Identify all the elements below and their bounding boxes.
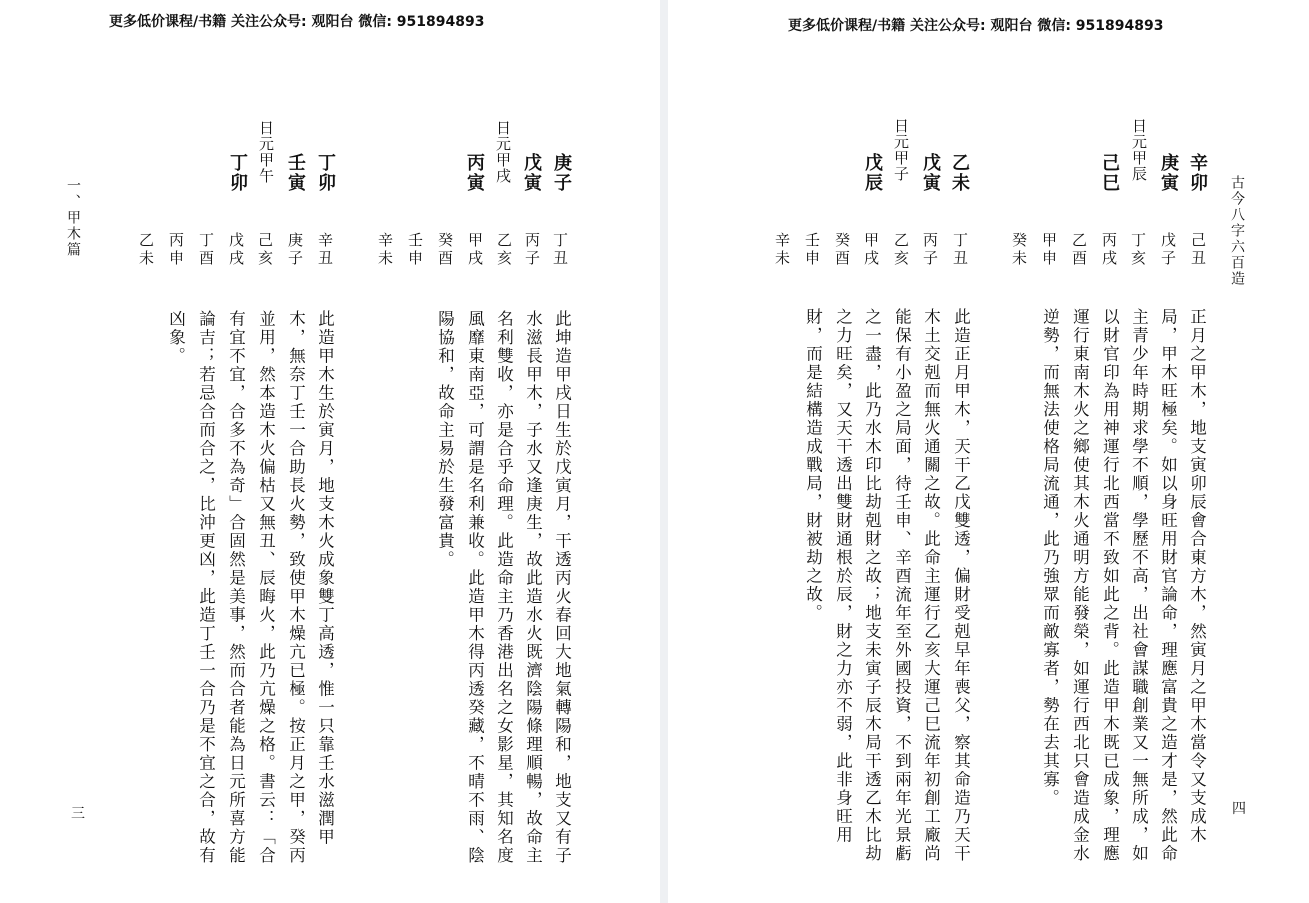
paragraph-line: 木土交剋而無火通關之故。此命主運行乙亥大運己巳流年初創工廠尚: [921, 308, 941, 863]
paragraph-line: 論吉；若忌合而合之，比沖更凶，此造丁壬一合乃是不宜之合，故有: [196, 310, 216, 865]
luck-pillar: 己亥: [256, 232, 274, 268]
banner-left: 更多低价课程/书籍 关注公众号: 观阳台 微信: 951894893: [109, 14, 485, 30]
paragraph-line: 逆勢，而無法使格局流通，此乃強眾而敵寡者，勢在去其寡。: [1040, 308, 1060, 808]
luck-pillar: 乙亥: [495, 232, 513, 268]
paragraph-line: 凶象。: [166, 310, 186, 366]
paragraph-line: 正月之甲木，地支寅卯辰會合東方木，然寅月之甲木當令又支成木: [1187, 308, 1207, 845]
banner-right: 更多低价课程/书籍 关注公众号: 观阳台 微信: 951894893: [788, 18, 1164, 34]
luck-pillar: 乙酉: [1070, 232, 1088, 268]
luck-pillar: 癸酉: [833, 232, 851, 268]
page-number-left: 三: [71, 806, 85, 822]
paragraph-line: 以財官印為用神運行北西當不致如此之背。此造甲木既已成象，理應: [1100, 308, 1120, 863]
paragraph-line: 主青少年時期求學不順，學歷不高，出社會謀職創業又一無所成，如: [1129, 308, 1149, 863]
day-master: 日元甲子: [892, 118, 910, 182]
paragraph-line: 木，無奈丁壬一合助長火勢，致使甲木燥亢已極。按正月之甲，癸丙: [286, 310, 306, 865]
luck-pillar: 壬申: [406, 232, 424, 268]
pillar-year: 庚子: [551, 153, 572, 193]
section-title: 一、甲木篇: [65, 178, 81, 258]
book-title: 古今八字六百造: [1229, 175, 1245, 287]
pillar-year: 乙未: [949, 153, 970, 193]
paragraph-line: 局，甲木旺極矣。如以身旺用財官論命，理應富貴之造才是，然此命: [1158, 308, 1178, 863]
luck-pillar: 甲戌: [862, 232, 880, 268]
paragraph-line: 名利雙收，亦是合乎命理。此造命主乃香港出名之女影星，其知名度: [494, 310, 514, 865]
pillar-hour: 丙寅: [464, 153, 485, 193]
paragraph-line: 之一盡，此乃水木印比劫剋財之故；地支未寅子辰木局干透乙木比劫: [862, 308, 882, 863]
luck-pillar: 丙子: [921, 232, 939, 268]
luck-pillar: 丁亥: [1129, 232, 1147, 268]
paragraph-line: 此造甲木生於寅月，地支木火成象雙丁高透，惟一只靠壬水滋潤甲: [315, 310, 335, 847]
luck-pillar: 辛丑: [316, 232, 334, 268]
pillar-month: 戊寅: [920, 153, 941, 193]
paragraph-line: 水滋長甲木，子水又逢庚生，故此造水火既濟陰陽條理順暢，故命主: [523, 310, 543, 865]
page-gutter: [660, 0, 668, 903]
luck-pillar: 丙申: [167, 232, 185, 268]
luck-pillar: 己丑: [1189, 232, 1207, 268]
luck-pillar: 甲戌: [466, 232, 484, 268]
paragraph-line: 有宜不宜，合多不為奇」合固然是美事，然而合者能為日元所喜方能: [226, 310, 246, 865]
luck-pillar: 庚子: [286, 232, 304, 268]
right-page: [668, 0, 1309, 903]
luck-pillar: 辛未: [376, 232, 394, 268]
luck-pillar: 丙子: [523, 232, 541, 268]
pillar-hour: 丁卯: [227, 153, 248, 193]
paragraph-line: 財，而是結構造成戰局，財被劫之故。: [803, 308, 823, 623]
paragraph-line: 能保有小盈之局面，待壬申、辛酉流年至外國投資，不到兩年光景虧: [892, 308, 912, 863]
luck-pillar: 丙戌: [1100, 232, 1118, 268]
day-master: 日元甲戌: [494, 120, 512, 184]
luck-pillar: 丁酉: [197, 232, 215, 268]
paragraph-line: 陽協和，故命主易於生發富貴。: [435, 310, 455, 569]
luck-pillar: 壬申: [803, 232, 821, 268]
paragraph-line: 此坤造甲戌日生於戊寅月，干透丙火春回大地氣轉陽和，地支又有子: [552, 310, 572, 865]
luck-pillar: 癸未: [1010, 232, 1028, 268]
paragraph-line: 風靡東南亞，可謂是名利兼收。此造甲木得丙透癸藏，不晴不雨、陰: [465, 310, 485, 865]
page-number-right: 四: [1232, 801, 1246, 817]
paragraph-line: 此造正月甲木，天干乙戊雙透，偏財受剋早年喪父，察其命造乃天干: [951, 308, 971, 863]
luck-pillar: 丁丑: [551, 232, 569, 268]
pillar-year: 丁卯: [315, 153, 336, 193]
luck-pillar: 乙亥: [892, 232, 910, 268]
paragraph-line: 並用，然本造木火偏枯又無丑、辰晦火，此乃亢燥之格。書云：「合: [256, 310, 276, 865]
day-master: 日元甲辰: [1130, 118, 1148, 182]
luck-pillar: 戊子: [1159, 232, 1177, 268]
paragraph-line: 運行東南木火之鄉使其木火通明方能發榮，如運行西北只會造成金水: [1070, 308, 1090, 863]
pillar-month: 壬寅: [285, 153, 306, 193]
day-master: 日元甲午: [257, 120, 275, 184]
luck-pillar: 戊戌: [227, 232, 245, 268]
luck-pillar: 癸酉: [436, 232, 454, 268]
pillar-hour: 己巳: [1099, 153, 1120, 193]
paragraph-line: 之力旺矣，又天干透出雙財通根於辰，財之力亦不弱，此非身旺用: [833, 308, 853, 845]
pillar-year: 辛卯: [1187, 153, 1208, 193]
pillar-month: 庚寅: [1158, 153, 1179, 193]
pillar-hour: 戊辰: [862, 153, 883, 193]
pillar-month: 戊寅: [521, 153, 542, 193]
luck-pillar: 甲申: [1040, 232, 1058, 268]
luck-pillar: 丁丑: [951, 232, 969, 268]
luck-pillar: 乙未: [137, 232, 155, 268]
luck-pillar: 辛未: [773, 232, 791, 268]
